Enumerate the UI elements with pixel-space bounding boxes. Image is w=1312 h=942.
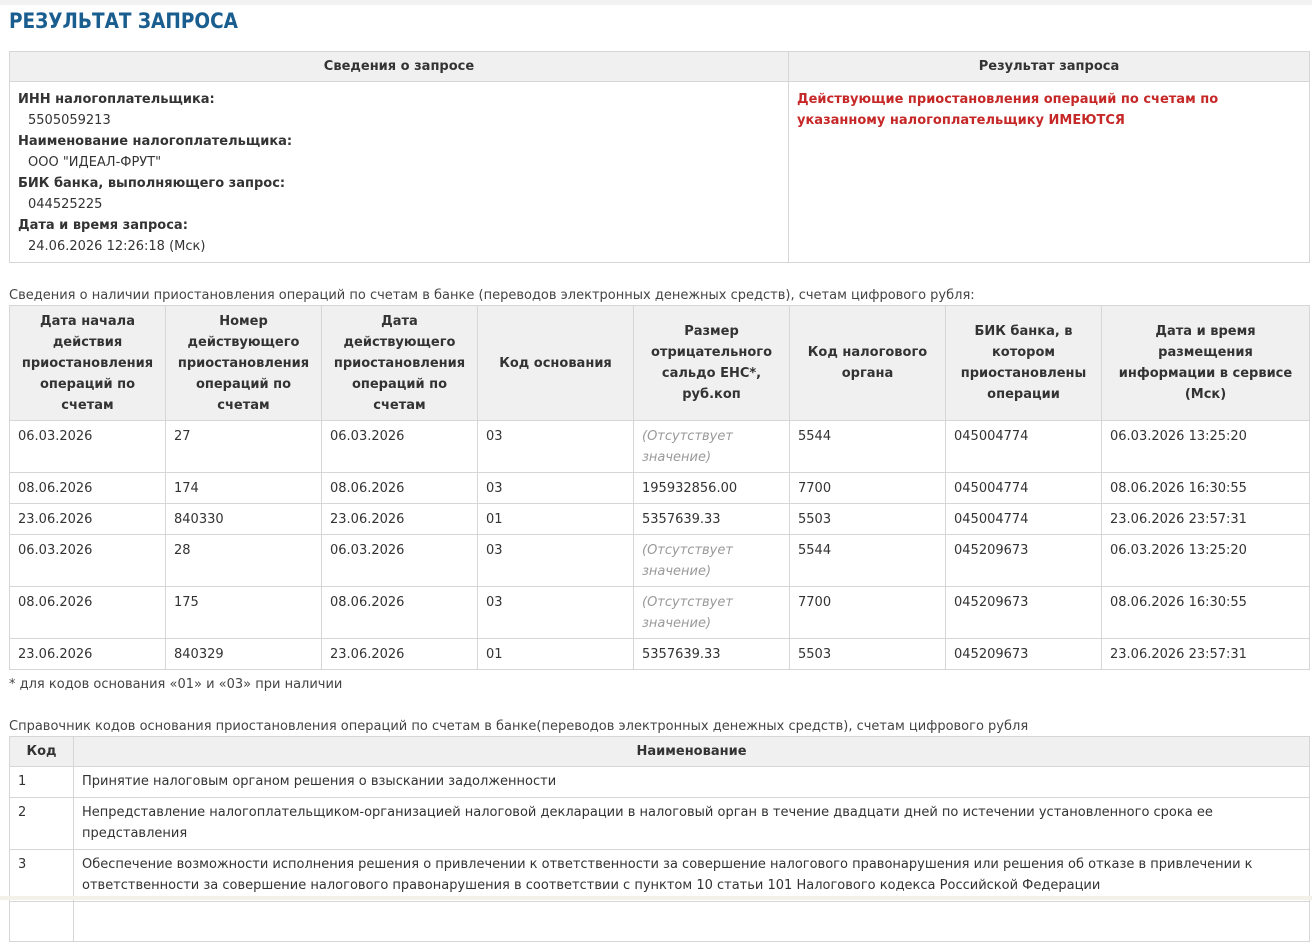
top-divider bbox=[0, 0, 1312, 5]
date-cell: 08.06.2026 bbox=[322, 587, 478, 639]
saldo-cell: 195932856.00 bbox=[634, 473, 790, 504]
code-cell bbox=[10, 902, 74, 942]
tax-office-cell: 5503 bbox=[790, 639, 946, 670]
code-cell: 03 bbox=[478, 421, 634, 473]
result-status-text: Действующие приостановления операций по счетам по указанному налогоплательщику ИМЕЮТСЯ bbox=[797, 92, 1219, 128]
bik-cell: 045004774 bbox=[946, 473, 1102, 504]
code-column-header: Код bbox=[10, 737, 74, 767]
code-cell: 03 bbox=[478, 535, 634, 587]
column-header: Дата действующего приостановления операций по счетам bbox=[322, 306, 478, 421]
number-cell: 175 bbox=[166, 587, 322, 639]
number-cell: 27 bbox=[166, 421, 322, 473]
table-row bbox=[10, 504, 1310, 535]
taxpayer-name-value: ООО "ИДЕАЛ-ФРУТ" bbox=[28, 155, 162, 170]
page-content bbox=[9, 6, 1309, 942]
table-row bbox=[10, 902, 1310, 942]
date-cell: 08.06.2026 bbox=[322, 473, 478, 504]
date-cell: 23.06.2026 bbox=[322, 504, 478, 535]
posted-cell: 23.06.2026 23:57:31 bbox=[1102, 639, 1310, 670]
code-name-cell: Обеспечение возможности исполнения решения о привлечении к ответственности за совершение налогового правонарушения или решения об отказе в привлечении к ответственности за совершение налогового правонарушения в соответствии с пунктом 10 статьи 101 Налогового кодекса Российской Федерации bbox=[74, 850, 1310, 902]
column-header: БИК банка, в котором приостановлены операции bbox=[946, 306, 1102, 421]
bottom-divider bbox=[0, 896, 1312, 900]
tax-office-cell: 7700 bbox=[790, 473, 946, 504]
saldo-cell: (Отсутствует значение) bbox=[634, 535, 790, 587]
tax-office-cell: 5544 bbox=[790, 535, 946, 587]
tax-office-cell: 5544 bbox=[790, 421, 946, 473]
codes-caption: Справочник кодов основания приостановления операций по счетам в банке(переводов электронных денежных средств), счетам цифрового рубля bbox=[9, 719, 1029, 734]
bik-label: БИК банка, выполняющего запрос: bbox=[18, 176, 286, 191]
start-date-cell: 06.03.2026 bbox=[10, 535, 166, 587]
code-cell: 1 bbox=[10, 767, 74, 798]
name-column-header: Наименование bbox=[74, 737, 1310, 767]
column-header: Дата начала действия приостановления операций по счетам bbox=[10, 306, 166, 421]
request-datetime-label: Дата и время запроса: bbox=[18, 218, 188, 233]
request-info-table bbox=[9, 51, 1310, 263]
bik-cell: 045004774 bbox=[946, 504, 1102, 535]
posted-cell: 06.03.2026 13:25:20 bbox=[1102, 535, 1310, 587]
inn-label: ИНН налогоплательщика: bbox=[18, 92, 215, 107]
code-cell: 03 bbox=[478, 587, 634, 639]
date-cell: 06.03.2026 bbox=[322, 421, 478, 473]
saldo-cell: 5357639.33 bbox=[634, 639, 790, 670]
table-row bbox=[10, 639, 1310, 670]
table-row bbox=[10, 421, 1310, 473]
start-date-cell: 23.06.2026 bbox=[10, 639, 166, 670]
code-cell: 01 bbox=[478, 504, 634, 535]
bik-cell: 045209673 bbox=[946, 639, 1102, 670]
posted-cell: 08.06.2026 16:30:55 bbox=[1102, 473, 1310, 504]
code-cell: 2 bbox=[10, 798, 74, 850]
code-name-cell: Принятие налоговым органом решения о взыскании задолженности bbox=[74, 767, 1310, 798]
saldo-cell: (Отсутствует значение) bbox=[634, 587, 790, 639]
suspensions-caption: Сведения о наличии приостановления операций по счетам в банке (переводов электронных денежных средств), счетам цифрового рубля: bbox=[9, 288, 975, 303]
number-cell: 840330 bbox=[166, 504, 322, 535]
posted-cell: 08.06.2026 16:30:55 bbox=[1102, 587, 1310, 639]
column-header: Код налогового органа bbox=[790, 306, 946, 421]
saldo-cell: (Отсутствует значение) bbox=[634, 421, 790, 473]
posted-cell: 23.06.2026 23:57:31 bbox=[1102, 504, 1310, 535]
code-cell: 01 bbox=[478, 639, 634, 670]
tax-office-cell: 5503 bbox=[790, 504, 946, 535]
date-cell: 23.06.2026 bbox=[322, 639, 478, 670]
table-row bbox=[10, 850, 1310, 902]
code-cell: 3 bbox=[10, 850, 74, 902]
bik-value: 044525225 bbox=[28, 197, 103, 212]
request-info-header: Сведения о запросе bbox=[10, 52, 789, 82]
number-cell: 840329 bbox=[166, 639, 322, 670]
saldo-cell: 5357639.33 bbox=[634, 504, 790, 535]
bik-cell: 045209673 bbox=[946, 587, 1102, 639]
tax-office-cell: 7700 bbox=[790, 587, 946, 639]
date-cell: 06.03.2026 bbox=[322, 535, 478, 587]
number-cell: 28 bbox=[166, 535, 322, 587]
code-name-cell bbox=[74, 902, 1310, 942]
table-row bbox=[10, 798, 1310, 850]
bik-cell: 045209673 bbox=[946, 535, 1102, 587]
number-cell: 174 bbox=[166, 473, 322, 504]
saldo-footnote: * для кодов основания «01» и «03» при наличии bbox=[9, 677, 343, 692]
column-header: Номер действующего приостановления операций по счетам bbox=[166, 306, 322, 421]
table-row bbox=[10, 587, 1310, 639]
table-row bbox=[10, 767, 1310, 798]
taxpayer-name-label: Наименование налогоплательщика: bbox=[18, 134, 293, 149]
request-result-cell bbox=[789, 82, 1310, 263]
request-result-header: Результат запроса bbox=[789, 52, 1310, 82]
start-date-cell: 08.06.2026 bbox=[10, 587, 166, 639]
inn-value: 5505059213 bbox=[28, 113, 111, 128]
start-date-cell: 06.03.2026 bbox=[10, 421, 166, 473]
code-cell: 03 bbox=[478, 473, 634, 504]
start-date-cell: 23.06.2026 bbox=[10, 504, 166, 535]
suspensions-table bbox=[9, 305, 1310, 670]
column-header: Код основания bbox=[478, 306, 634, 421]
code-name-cell: Непредставление налогоплательщиком-организацией налоговой декларации в налоговый орган в течение двадцати дней по истечении установленного срока ее представления bbox=[74, 798, 1310, 850]
table-row bbox=[10, 473, 1310, 504]
start-date-cell: 08.06.2026 bbox=[10, 473, 166, 504]
request-info-cell bbox=[10, 82, 789, 263]
page-title: РЕЗУЛЬТАТ ЗАПРОСА bbox=[9, 9, 238, 33]
column-header: Размер отрицательного сальдо ЕНС*, руб.коп bbox=[634, 306, 790, 421]
posted-cell: 06.03.2026 13:25:20 bbox=[1102, 421, 1310, 473]
bik-cell: 045004774 bbox=[946, 421, 1102, 473]
codes-reference-table bbox=[9, 736, 1310, 942]
table-row bbox=[10, 535, 1310, 587]
column-header: Дата и время размещения информации в сервисе (Мск) bbox=[1102, 306, 1310, 421]
request-datetime-value: 24.06.2026 12:26:18 (Мск) bbox=[28, 239, 206, 254]
